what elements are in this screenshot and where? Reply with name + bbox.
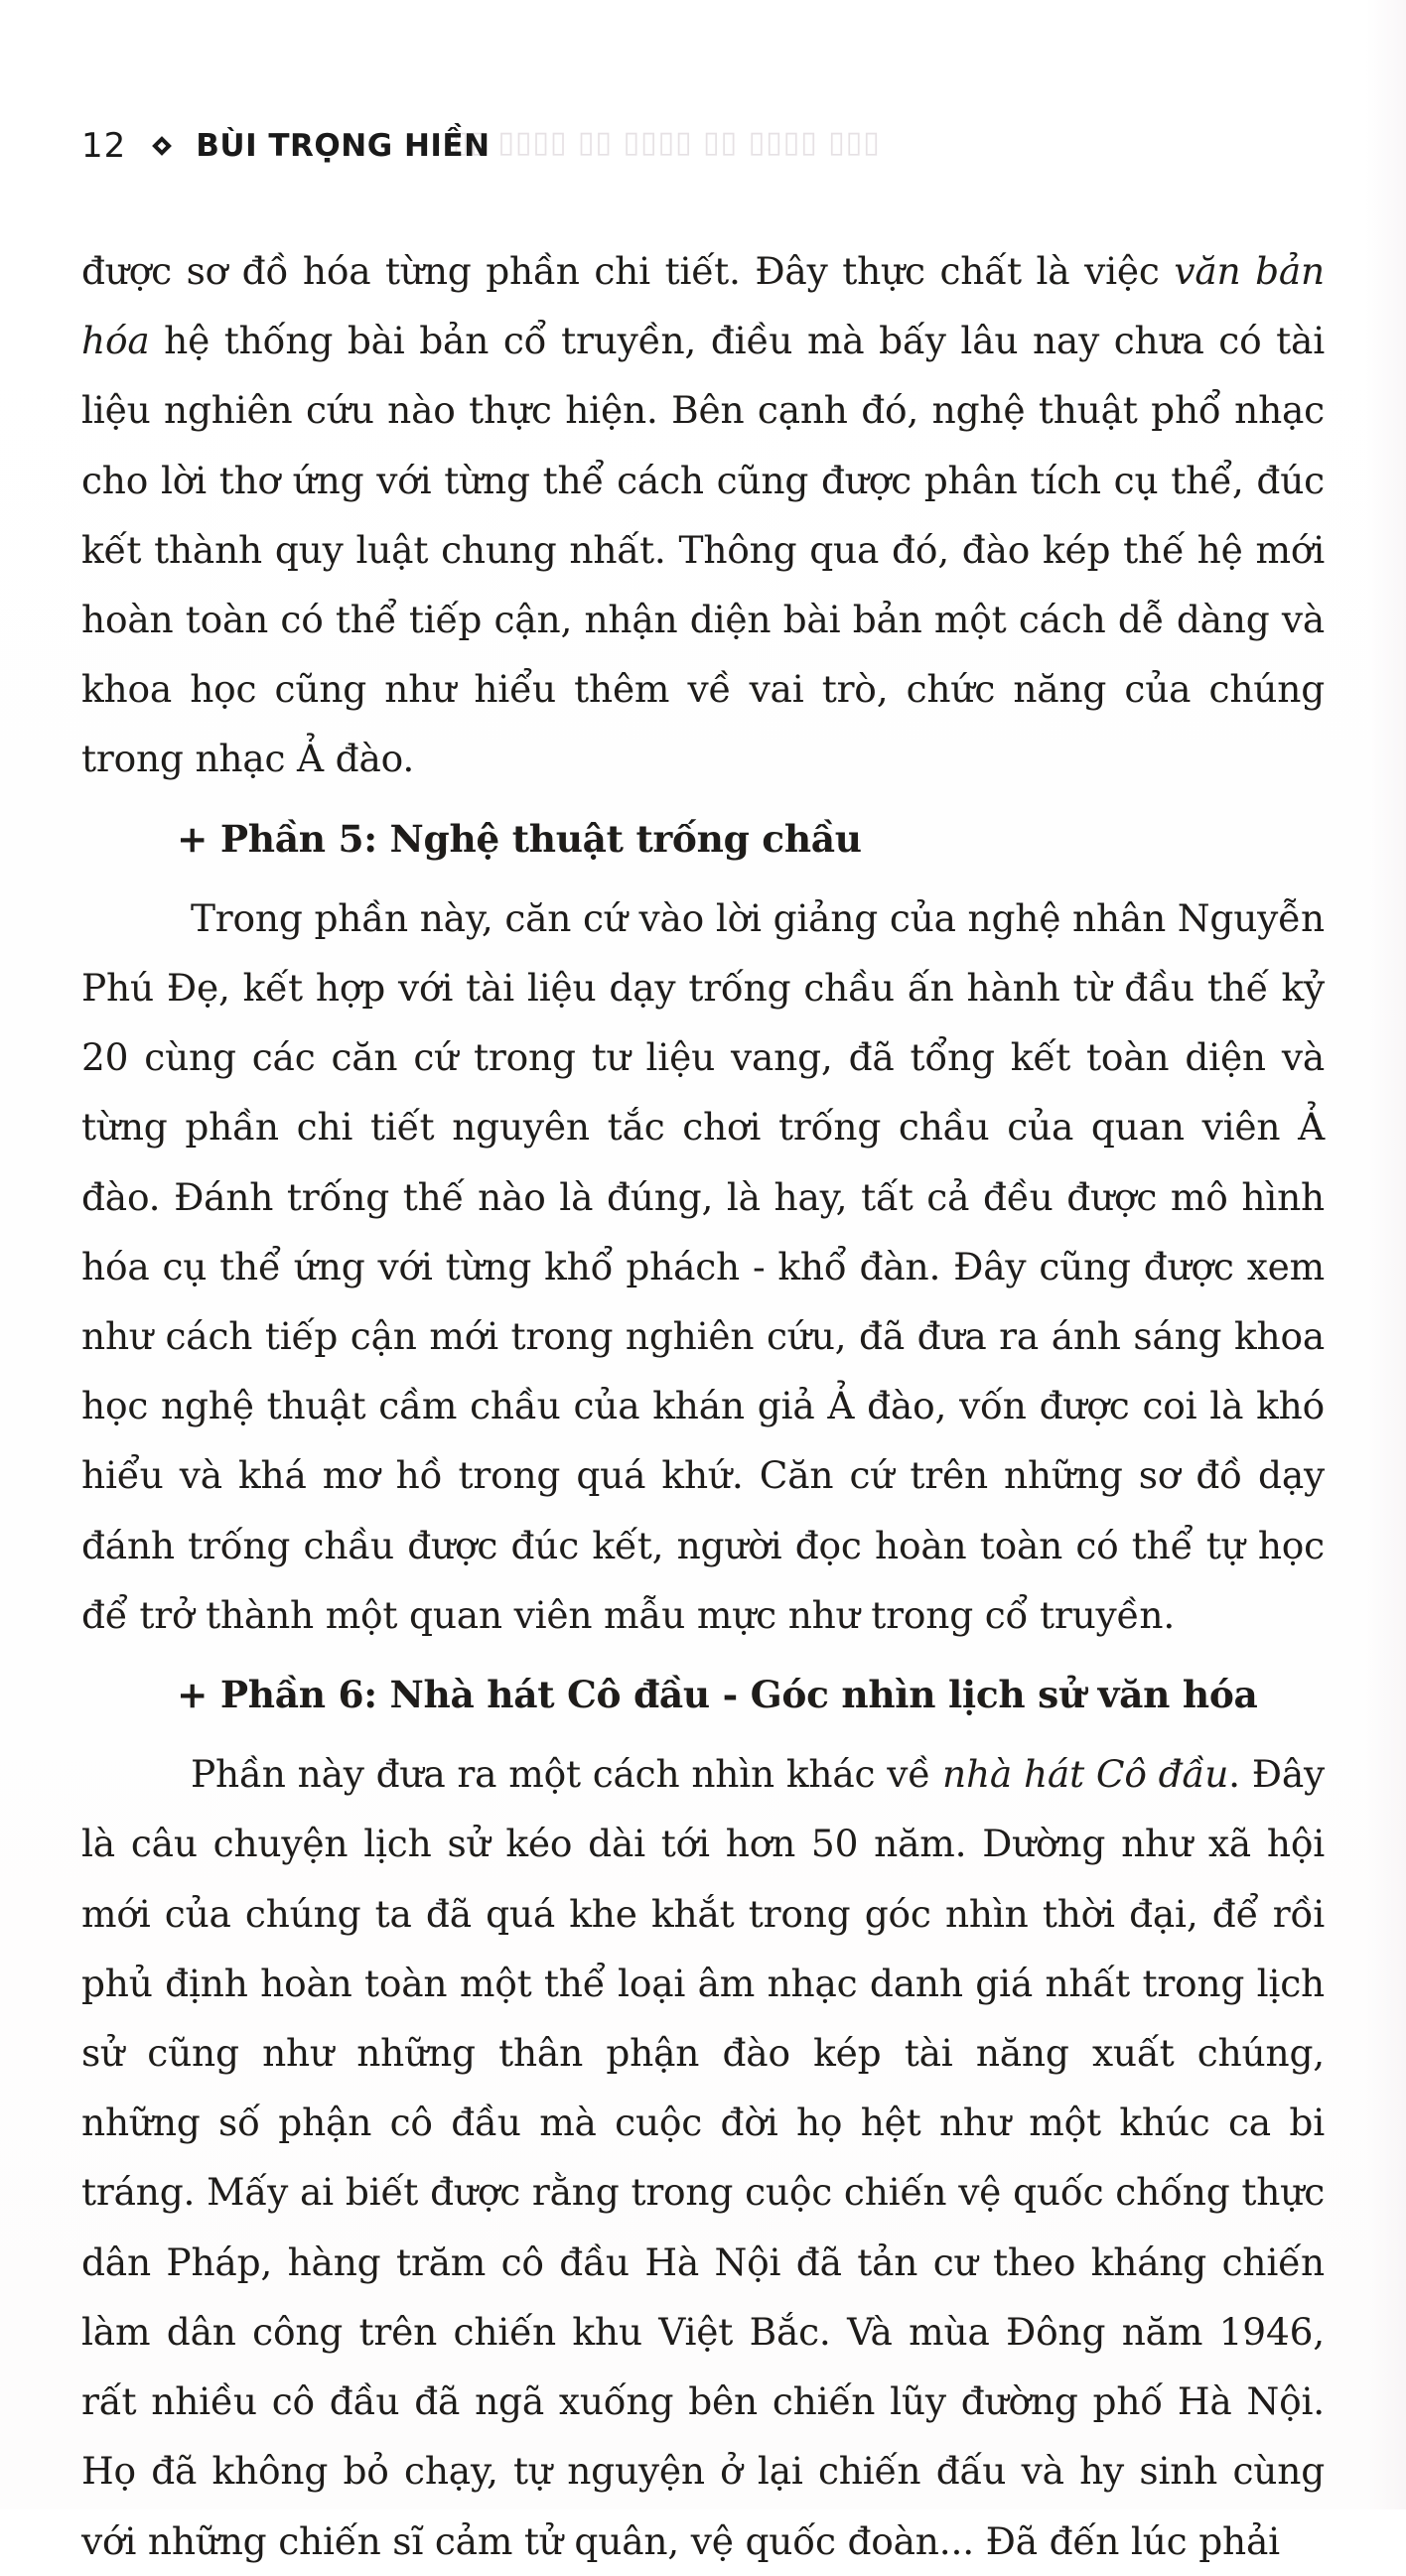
- section-heading-part-5: + Phần 5: Nghệ thuật trống chầu: [177, 816, 862, 861]
- paragraph-continuation: được sơ đồ hóa từng phần chi tiết. Đây thực chất là việc văn bản hóa hệ thống bài bản cổ truyền, điều mà bấy lâu nay chưa có tài liệu nghiên cứu nào thực hiện. Bên cạnh đó, nghệ thuật phổ nhạc cho lời thơ ứng với từng thể cách cũng được phân tích cụ thể, đúc kết thành quy luật chung nhất. Thông qua đó, đào kép thế hệ mới hoàn toàn có thể tiếp cận, nhận diện bài bản một cách dễ dàng và khoa học cũng như hiểu thêm về vai trò, chức năng của chúng trong nhạc Ả đào.: [81, 249, 1326, 781]
- body-text: [81, 236, 1325, 2576]
- paragraph-part-6: Phần này đưa ra một cách nhìn khác về nhà hát Cô đầu. Đây là câu chuyện lịch sử kéo dài tới hơn 50 năm. Dường như xã hội mới của chúng ta đã quá khe khắt trong góc nhìn thời đại, để rồi phủ định hoàn toàn một thể loại âm nhạc danh giá nhất trong lịch sử cũng như những thân phận đào kép tài năng xuất chúng, những số phận cô đầu mà cuộc đời họ hệt như một khúc ca bi tráng. Mấy ai biết được rằng trong cuộc chiến vệ quốc chống thực dân Pháp, hàng trăm cô đầu Hà Nội đã tản cư theo kháng chiến làm dân công trên chiến khu Việt Bắc. Và mùa Đông năm 1946, rất nhiều cô đầu đã ngã xuống bên chiến lũy đường phố Hà Nội. Họ đã không bỏ chạy, tự nguyện ở lại chiến đấu và hy sinh cùng với những chiến sĩ cảm tử quân, vệ quốc đoàn... Đã đến lúc phải: [81, 1752, 1325, 2563]
- page-number: 12: [81, 126, 127, 166]
- show-through-header: ▯▯▯ ▯▯▯▯ ▯▯ ▯▯▯▯ ▯▯ ▯▯▯▯ ▯▯: [452, 125, 880, 160]
- emphasis-text: nhà hát Cô đầu: [942, 1752, 1229, 1797]
- section-heading-part-6: + Phần 6: Nhà hát Cô đầu - Góc nhìn lịch sử văn hóa: [177, 1673, 1258, 1717]
- running-header: [81, 121, 491, 171]
- diamond-ornament-icon: [154, 138, 170, 154]
- emphasis-text: văn bản hóa: [81, 249, 1326, 363]
- author-name: BÙI TRỌNG HIỀN: [196, 128, 491, 164]
- page-edge-shading: [1366, 0, 1406, 2509]
- paragraph-part-5: Trong phần này, căn cứ vào lời giảng của nghệ nhân Nguyễn Phú Đẹ, kết hợp với tài liệu dạy trống chầu ấn hành từ đầu thế kỷ 20 cùng các căn cứ trong tư liệu vang, đã tổng kết toàn diện và từng phần chi tiết nguyên tắc chơi trống chầu của quan viên Ả đào. Đánh trống thế nào là đúng, là hay, tất cả đều được mô hình hóa cụ thể ứng với từng khổ phách - khổ đàn. Đây cũng được xem như cách tiếp cận mới trong nghiên cứu, đã đưa ra ánh sáng khoa học nghệ thuật cầm chầu của khán giả Ả đào, vốn được coi là khó hiểu và khá mơ hồ trong quá khứ. Căn cứ trên những sơ đồ dạy đánh trống chầu được đúc kết, người đọc hoàn toàn có thể tự học để trở thành một quan viên mẫu mực như trong cổ truyền.: [81, 895, 1325, 1637]
